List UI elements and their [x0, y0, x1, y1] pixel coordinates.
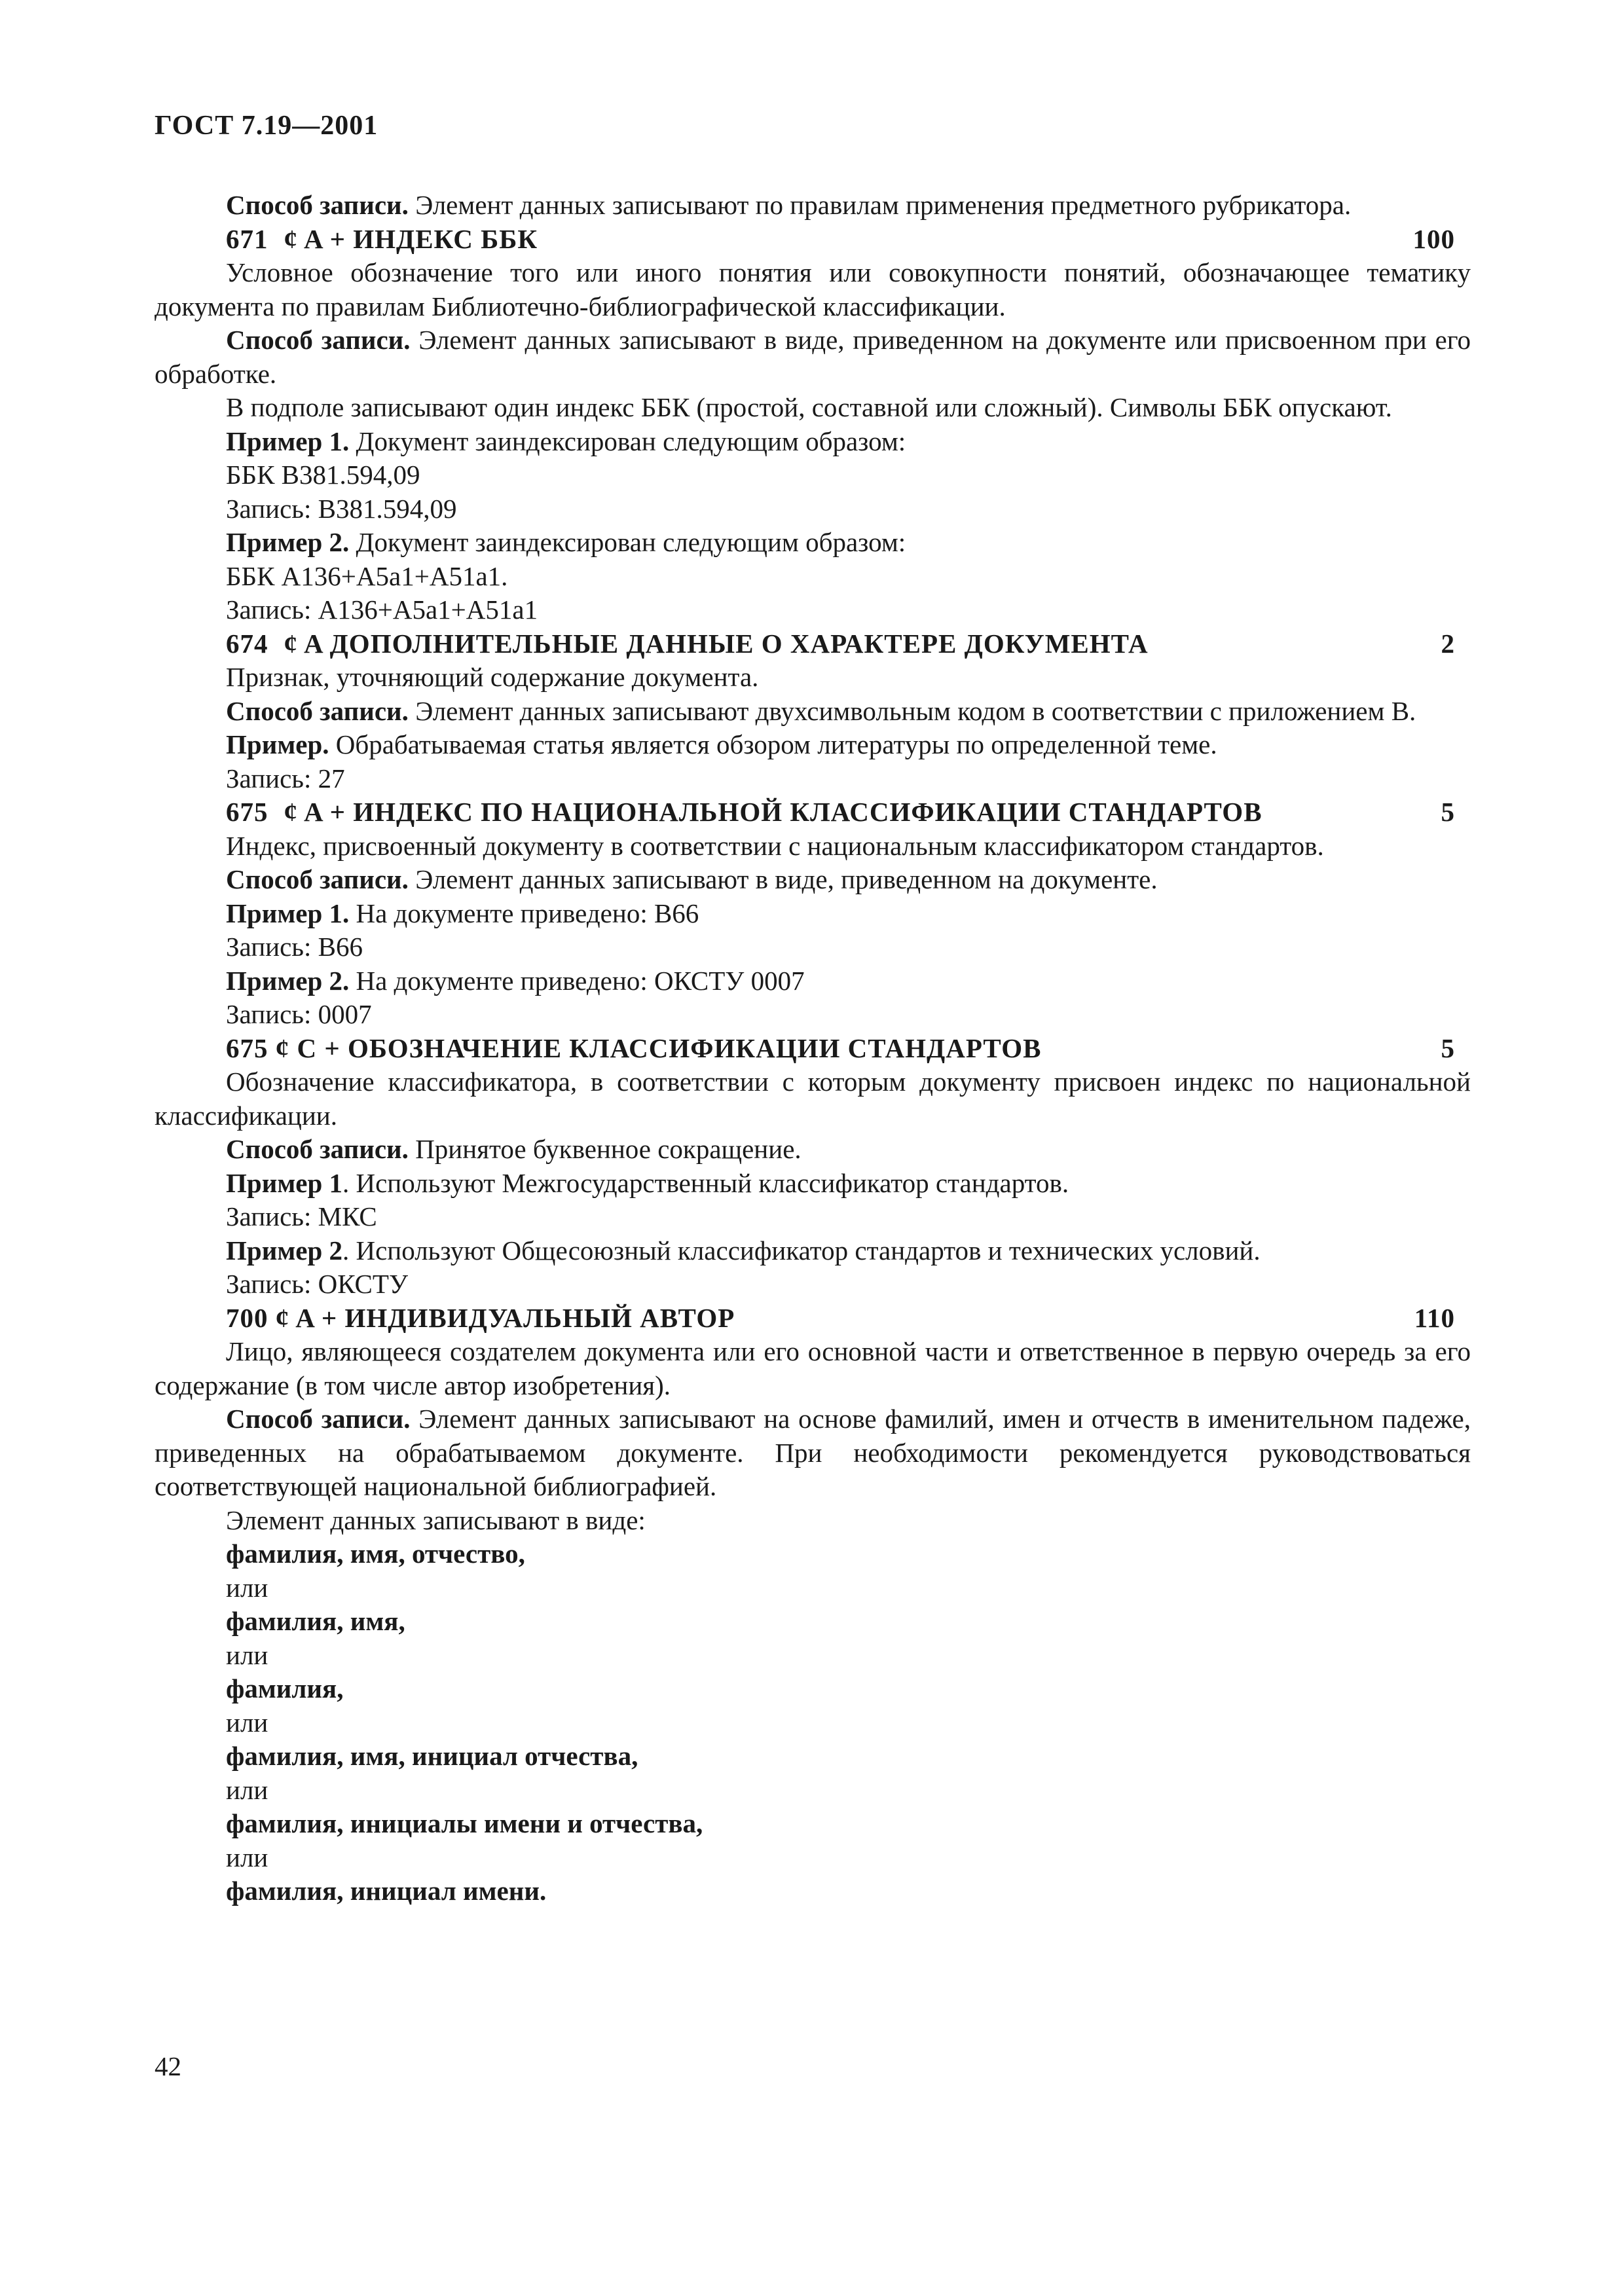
name-form: фамилия, имя, инициал отчества,: [226, 1741, 638, 1771]
record-line: Запись: ОКСТУ: [226, 1269, 408, 1299]
field-heading-675c: [155, 1032, 1471, 1066]
field-code: 110: [1414, 1302, 1455, 1333]
paragraph-text: Элемент данных записывают по правилам применения предметного рубрикатора.: [408, 190, 1352, 220]
record-line: Запись: В66: [226, 932, 363, 962]
field-code: 2: [1441, 628, 1455, 659]
paragraph-label: Способ записи.: [226, 1134, 409, 1164]
example-text: . Используют Межгосударственный классификатор стандартов.: [342, 1167, 1069, 1198]
paragraph: Обозначение классификатора, в соответствии с которым документу присвоен индекс по национальной классификации.: [155, 1066, 1471, 1131]
field-number: 700: [226, 1302, 268, 1333]
paragraph: Лицо, являющееся создателем документа или его основной части и ответственное в первую очередь за его содержание (в том числе автор изобретения).: [155, 1336, 1471, 1400]
example-label: Пример 1: [226, 1167, 342, 1198]
or-separator: или: [226, 1707, 268, 1738]
example-text: Документ заиндексирован следующим образом:: [349, 527, 906, 557]
field-title: A + ИНДЕКС ПО НАЦИОНАЛЬНОЙ КЛАССИФИКАЦИИ СТАНДАРТОВ: [304, 797, 1263, 827]
example-label: Пример 1.: [226, 898, 350, 928]
example-line: ББК В381.594,09: [226, 460, 420, 490]
example-text: . Используют Общесоюзный классификатор стандартов и технических условий.: [342, 1235, 1261, 1266]
field-heading-text: [226, 795, 1263, 829]
paragraph: [155, 323, 1471, 391]
page-header: ГОСТ 7.19—2001: [155, 111, 378, 141]
record-line: Запись: 0007: [226, 999, 372, 1029]
name-form: фамилия, имя,: [226, 1606, 405, 1636]
example-line: [155, 897, 1471, 931]
paragraph-text: Элемент данных записывают двухсимвольным кодом в соответствии с приложением В.: [408, 695, 1416, 726]
page-number: 42: [155, 2051, 181, 2081]
field-heading-text: [226, 223, 538, 257]
paragraph: Условное обозначение того или иного понятия или совокупности понятий, обозначающее тематику документа по правилам Библиотечно-библиографической классификации.: [155, 257, 1471, 321]
paragraph: Признак, уточняющий содержание документа.: [226, 662, 759, 692]
name-form: фамилия, инициал имени.: [226, 1876, 547, 1906]
record-line: Запись: А136+А5а1+А51а1: [226, 594, 538, 625]
field-heading-text: [226, 1302, 735, 1336]
paragraph-label: Способ записи.: [226, 1404, 411, 1434]
example-line: [155, 1234, 1471, 1268]
example-line: [155, 964, 1471, 998]
example-label: Пример 2: [226, 1235, 342, 1266]
example-label: Пример.: [226, 729, 329, 759]
field-title: A + ИНДЕКС ББК: [304, 223, 538, 254]
name-form: фамилия,: [226, 1673, 344, 1704]
field-heading-700: [155, 1302, 1471, 1336]
example-line: [155, 1167, 1471, 1201]
subfield-marker: ȼ: [284, 628, 298, 659]
paragraph: Элемент данных записывают в виде:: [226, 1504, 646, 1535]
record-line: Запись: В381.594,09: [226, 493, 457, 524]
field-title: A ДОПОЛНИТЕЛЬНЫЕ ДАННЫЕ О ХАРАКТЕРЕ ДОКУМЕНТА: [304, 628, 1149, 659]
paragraph: [155, 189, 1471, 223]
field-title: C + ОБОЗНАЧЕНИЕ КЛАССИФИКАЦИИ СТАНДАРТОВ: [297, 1032, 1042, 1063]
example-line: [155, 425, 1471, 459]
paragraph-text: Элемент данных записывают на основе фамилий, имен и отчеств в именительном падеже, приведенных на обрабатываемом документе. При необходимости рекомендуется руководствоваться соответствующей национальной библиографией.: [155, 1404, 1471, 1501]
example-text: Документ заиндексирован следующим образом:: [349, 426, 906, 456]
field-heading-674: [155, 627, 1471, 661]
paragraph-label: Способ записи.: [226, 864, 409, 894]
paragraph-label: Способ записи.: [226, 325, 411, 355]
example-line: [155, 728, 1471, 762]
paragraph-label: Способ записи.: [226, 695, 409, 726]
field-number: 675: [226, 1032, 268, 1063]
paragraph: Индекс, присвоенный документу в соответствии с национальным классификатором стандартов.: [226, 830, 1324, 861]
example-label: Пример 2.: [226, 527, 350, 557]
example-text: На документе приведено: ОКСТУ 0007: [349, 965, 805, 996]
record-line: Запись: 27: [226, 763, 345, 793]
field-number: 675: [226, 797, 268, 827]
subfield-marker: ȼ: [275, 1302, 290, 1333]
paragraph: В подполе записывают один индекс ББК (простой, составной или сложный). Символы ББК опускают.: [226, 392, 1392, 422]
example-text: На документе приведено: В66: [349, 898, 699, 928]
paragraph: [155, 863, 1471, 897]
subfield-marker: ȼ: [284, 797, 298, 827]
paragraph: [155, 1402, 1471, 1504]
paragraph-label: Способ записи.: [226, 190, 409, 220]
name-form: фамилия, имя, отчество,: [226, 1539, 525, 1569]
field-number: 671: [226, 223, 268, 254]
field-heading-675a: [155, 795, 1471, 829]
paragraph: [155, 695, 1471, 729]
field-number: 674: [226, 628, 268, 659]
example-text: Обрабатываемая статья является обзором литературы по определенной теме.: [329, 729, 1217, 759]
name-form: фамилия, инициалы имени и отчества,: [226, 1808, 703, 1838]
field-code: 5: [1441, 1032, 1455, 1063]
subfield-marker: ȼ: [284, 223, 298, 254]
example-line: [155, 526, 1471, 560]
field-title: A + ИНДИВИДУАЛЬНЫЙ АВТОР: [295, 1302, 735, 1333]
or-separator: или: [226, 1842, 268, 1872]
or-separator: или: [226, 1572, 268, 1603]
record-line: Запись: МКС: [226, 1201, 377, 1231]
field-code: 5: [1441, 797, 1455, 827]
or-separator: или: [226, 1639, 268, 1670]
field-heading-text: [226, 1032, 1041, 1066]
paragraph-text: Принятое буквенное сокращение.: [408, 1134, 802, 1164]
example-label: Пример 2.: [226, 965, 350, 996]
example-line: ББК А136+А5а1+А51а1.: [226, 560, 508, 591]
field-code: 100: [1412, 223, 1455, 254]
example-label: Пример 1.: [226, 426, 350, 456]
page-content: [155, 189, 1471, 1908]
paragraph-text: Элемент данных записывают в виде, приведенном на документе или присвоенном при его обработке.: [155, 325, 1471, 389]
subfield-marker: ȼ: [275, 1032, 290, 1063]
paragraph: [155, 1133, 1471, 1167]
field-heading-text: [226, 627, 1149, 661]
or-separator: или: [226, 1774, 268, 1805]
field-heading-671: [155, 223, 1471, 257]
paragraph-text: Элемент данных записывают в виде, приведенном на документе.: [408, 864, 1158, 894]
